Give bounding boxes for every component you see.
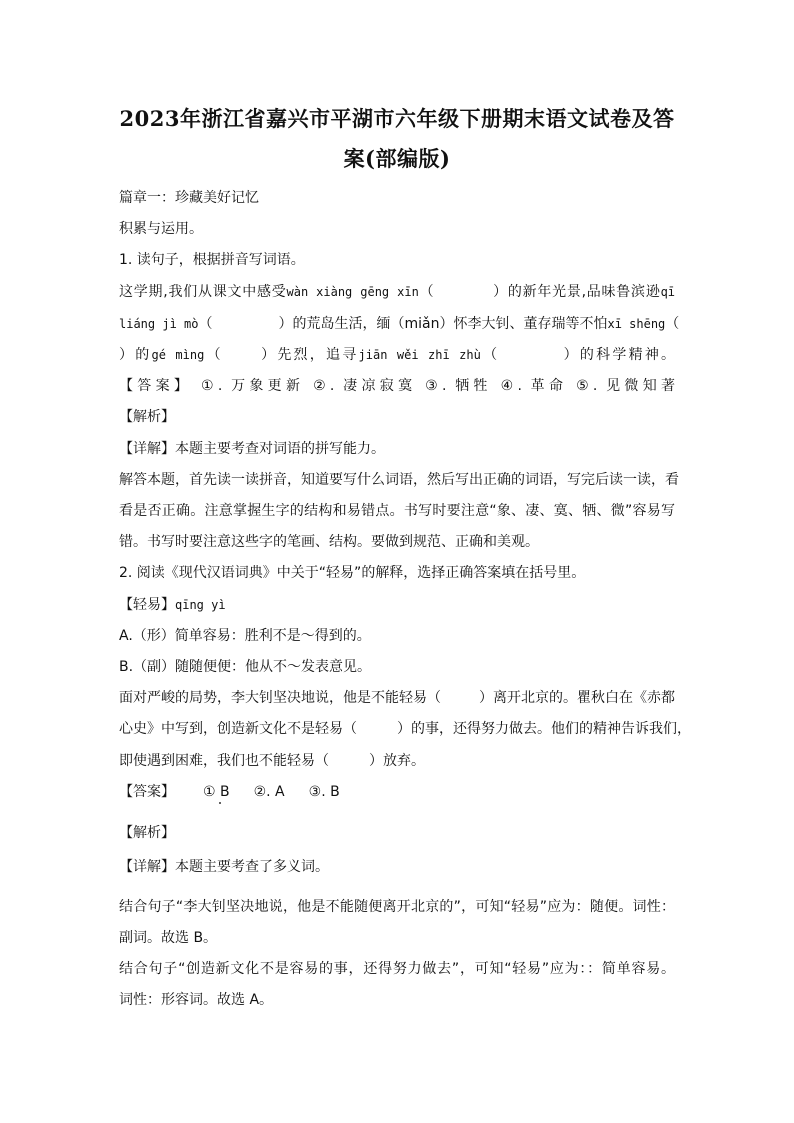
- document-title-line-1: 2023年浙江省嘉兴市平湖市六年级下册期末语文试卷及答: [119, 106, 675, 131]
- q1-sentence-line-1: 这学期,我们从课文中感受wàn xiàng gēng xīn（ ）的新年光景,品味鲁滨逊qī: [119, 284, 676, 300]
- pinyin: xī shēng: [607, 317, 666, 331]
- q2-explanation-2b: 词性：形容词。故选 A。: [119, 992, 274, 1008]
- pinyin: liáng jì mò: [119, 317, 199, 331]
- q2-answer: 【答案】 ① B ②. A ③. B: [119, 784, 340, 800]
- q2-explanation-2a: 结合句子“创造新文化不是容易的事，还得努力做去”，可知“轻易”应为：：简单容易。: [119, 961, 675, 977]
- document-title-line-2: 案(部编版): [343, 146, 451, 171]
- q2-explanation-1b: 副词。故选 B。: [119, 930, 218, 946]
- q2-explanation-1a: 结合句子“李大钊坚决地说，他是不能随便离开北京的”，可知“轻易”应为：随便。词性：: [119, 899, 675, 915]
- q1-paragraph-1: 解答本题，首先读一读拼音，知道要写什么词语，然后写出正确的词语，写完后读一读，看: [119, 472, 679, 488]
- q1-paragraph-2: 看是否正确。注意掌握生字的结构和易错点。书写时要注意“象、凄、寞、牺、微”容易写: [119, 503, 675, 519]
- q1-paragraph-3: 错。书写时要注意这些字的笔画、结构。要做到规范、正确和美观。: [119, 534, 539, 550]
- q2-prompt: 2. 阅读《现代汉语词典》中关于“轻易”的解释，选择正确答案填在括号里。: [119, 565, 586, 581]
- q2-analysis-label: 【解析】: [119, 825, 175, 841]
- section-heading: 积累与运用。: [119, 221, 203, 237]
- stray-dot: [219, 802, 221, 804]
- q2-dictionary-entry: 【轻易】qīng yì: [119, 597, 226, 613]
- q2-passage-line-1: 面对严峻的局势，李大钊坚决地说，他是不能轻易（ ）离开北京的。瞿秋白在《赤都: [119, 690, 675, 706]
- pinyin: wàn xiàng gēng xīn: [286, 285, 419, 299]
- q1-answer: 【答案】 ①. 万象更新 ②. 凄凉寂寞 ③. 牺牲 ④. 革命 ⑤. 见微知著: [119, 378, 676, 394]
- q1-sentence-line-2: liáng jì mò（ ）的荒岛生活，缅（miǎn）怀李大钊、董存瑞等不怕xī shēng（: [119, 316, 680, 332]
- pinyin: qī: [660, 285, 676, 299]
- pinyin: qīng yì: [175, 598, 226, 612]
- q2-option-b: B.（副）随随便便：他从不～发表意见。: [119, 659, 372, 675]
- pinyin: gé mìng: [151, 348, 205, 362]
- chapter-heading: 篇章一：珍藏美好记忆: [119, 190, 259, 206]
- q2-detail: 【详解】本题主要考查了多义词。: [119, 859, 329, 875]
- q1-prompt: 1. 读句子，根据拼音写词语。: [119, 252, 305, 268]
- q2-passage-line-3: 即使遇到困难，我们也不能轻易（ ）放弃。: [119, 753, 425, 769]
- q2-option-a: A.（形）简单容易：胜利不是～得到的。: [119, 628, 371, 644]
- q2-passage-line-2: 心史》中写到，创造新文化不是轻易（ ）的事，还得努力做去。他们的精神告诉我们，: [119, 721, 691, 737]
- q1-detail: 【详解】本题主要考查对词语的拼写能力。: [119, 441, 385, 457]
- pinyin: jiān wěi zhī zhù: [358, 348, 481, 362]
- q1-sentence-line-3: ）的gé mìng（ ）先烈，追寻jiān wěi zhī zhù（ ）的科学精神。: [119, 347, 676, 363]
- q1-analysis-label: 【解析】: [119, 409, 175, 425]
